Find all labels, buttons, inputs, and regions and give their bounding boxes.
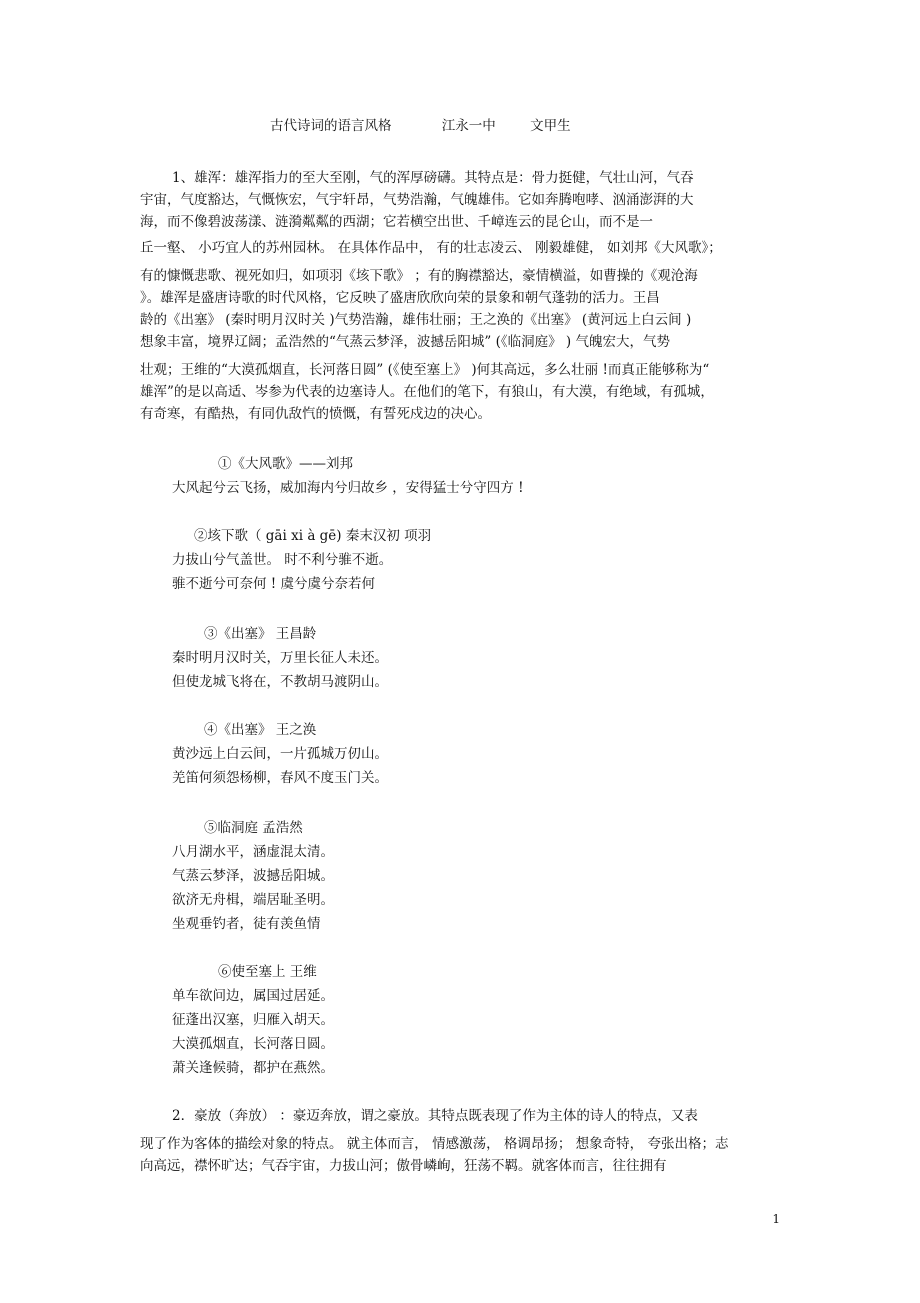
poem-heading: ③《出塞》 王昌龄	[204, 626, 317, 642]
section2-line: 现了作为客体的描绘对象的特点。 就主体而言， 情感激荡， 格调昂扬； 想象奇特， 夸张出格；志	[140, 1136, 729, 1152]
page-number: 1	[772, 1212, 780, 1226]
poem-line: 骓不逝兮可奈何 ! 虞兮虞兮奈若何	[172, 576, 376, 592]
section1-line: 》。雄浑是盛唐诗歌的时代风格，它反映了盛唐欣欣向荣的景象和朝气蓬勃的活力。王昌	[140, 290, 660, 306]
poem-heading: ①《大风歌》——刘邦	[218, 456, 353, 472]
section1-line: 宇宙，气度豁达，气慨恢宏，气宇轩昂，气势浩瀚，气魄雄伟。它如奔腾咆哮、汹涌澎湃的大	[140, 192, 694, 208]
poem-line: 羌笛何须怨杨柳，春风不度玉门关。	[172, 770, 388, 786]
section1-line: 有的慷慨悲歌、视死如归，如项羽《垓下歌》 ；有的胸襟豁达，豪情横溢，如曹操的《观沧海	[140, 268, 698, 284]
poem-heading: ⑤临洞庭 孟浩然	[204, 820, 303, 836]
section1-line: 雄浑”的是以高适、岑参为代表的边塞诗人。在他们的笔下，有狼山，有大漠，有绝域，有孤城，	[140, 384, 714, 400]
title-text: 古代诗词的语言风格	[270, 118, 392, 134]
poem-line: 黄沙远上白云间，一片孤城万仞山。	[172, 746, 388, 762]
poem-line: 征蓬出汉塞，归雁入胡天。	[172, 1012, 334, 1028]
school-name: 江永一中	[441, 118, 496, 134]
poem-heading: ④《出塞》 王之涣	[204, 722, 317, 738]
poem-line: 坐观垂钓者，徒有羡鱼情	[172, 916, 321, 932]
poem-heading: ⑥使至塞上 王维	[218, 964, 317, 980]
section2-line: 向高远，襟怀旷达；气吞宇宙，力拔山河；傲骨嶙峋，狂荡不羁。就客体而言，往往拥有	[140, 1158, 667, 1174]
poem-line: 大漠孤烟直，长河落日圆。	[172, 1036, 334, 1052]
poem-line: 气蒸云梦泽，波撼岳阳城。	[172, 868, 334, 884]
section2-line: 2．豪放（奔放） ：豪迈奔放，谓之豪放。其特点既表现了作为主体的诗人的特点，又表	[172, 1108, 698, 1124]
poem-line: 但使龙城飞将在，不教胡马渡阴山。	[172, 674, 388, 690]
poem-heading: ②垓下歌（ gāi xi à gē) 秦末汉初 项羽	[194, 528, 432, 544]
section1-line: 丘一壑、 小巧宜人的苏州园林。 在具体作品中， 有的壮志凌云、 刚毅雄健， 如刘邦《大风歌》；	[140, 240, 722, 256]
poem-line: 单车欲问边，属国过居延。	[172, 988, 334, 1004]
section1-line: 壮观；王维的“大漠孤烟直，长河落日圆” (《使至塞上》 )何其高远，多么壮丽 !而真正能够称为“	[140, 362, 710, 378]
section1-line: 海，而不像碧波荡漾、涟漪粼粼的西湖；它若横空出世、千嶂连云的昆仑山，而不是一	[140, 214, 653, 230]
poem-line: 力拔山兮气盖世。 时不利兮骓不逝。	[172, 552, 393, 568]
section1-line: 有奇寒，有酷热，有同仇敌忾的愤慨，有誓死戍边的决心。	[140, 406, 491, 422]
poem-line: 秦时明月汉时关，万里长征人未还。	[172, 650, 388, 666]
poem-line: 欲济无舟楫，端居耻圣明。	[172, 892, 334, 908]
poem-line: 大风起兮云飞扬，威加海内兮归故乡 ，安得猛士兮守四方 !	[172, 480, 524, 496]
poem-line: 八月湖水平，涵虚混太清。	[172, 844, 334, 860]
page-title	[270, 116, 571, 136]
section1-line: 龄的《出塞》 (秦时明月汉时关 )气势浩瀚，雄伟壮丽；王之涣的《出塞》 (黄河远上白云间 )	[140, 312, 692, 328]
section1-line: 1、雄浑：雄浑指力的至大至刚，气的浑厚磅礴。其特点是：骨力挺健，气壮山河，气吞	[172, 170, 694, 186]
section1-line: 想象丰富，境界辽阔；孟浩然的“气蒸云梦泽，波撼岳阳城” (《临洞庭》 ) 气魄宏大，气势	[140, 334, 670, 350]
author-name: 文甲生	[530, 118, 571, 134]
poem-line: 萧关逢候骑，都护在燕然。	[172, 1060, 334, 1076]
